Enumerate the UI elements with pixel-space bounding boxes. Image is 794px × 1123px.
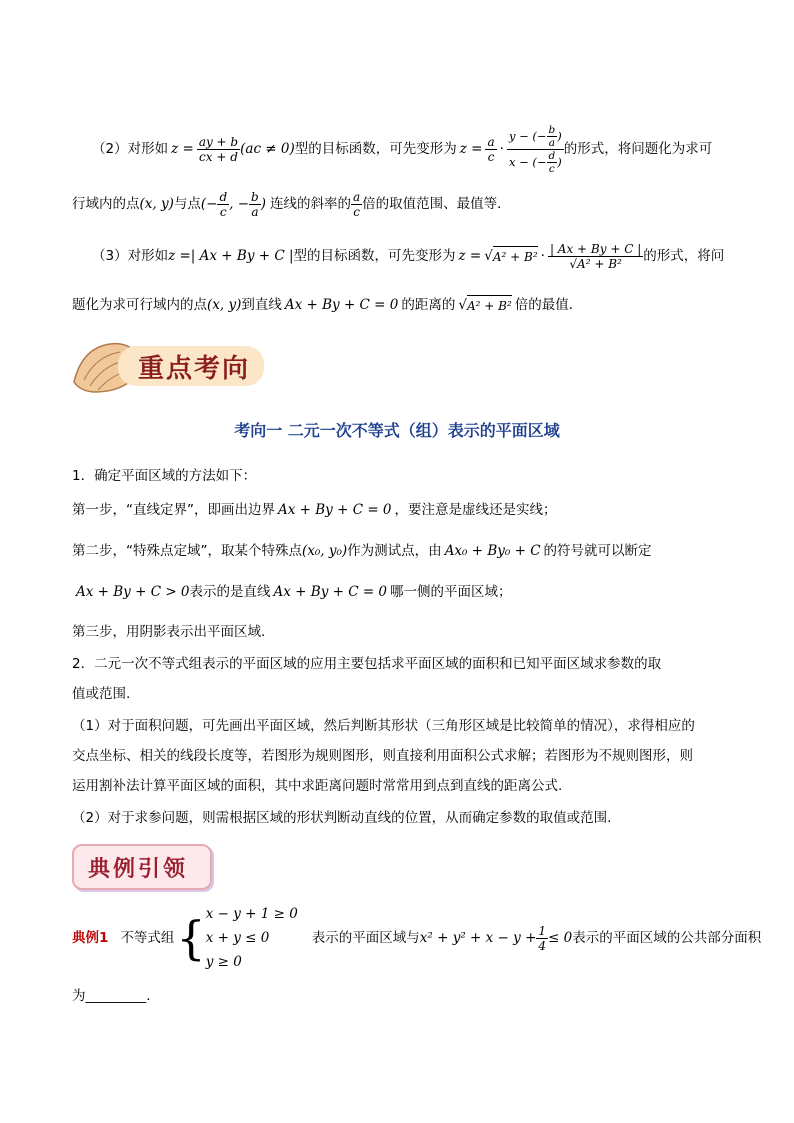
para2-z-eq2: z =: [459, 141, 483, 157]
example-frac-den: 4: [538, 938, 547, 953]
example-ineq-a: x² + y² + x − y +: [419, 930, 537, 946]
p1-line2: 交点坐标、相关的线段长度等，若图形为规则图形，则直接利用面积公式求解；若图形为不规则图形，则: [72, 748, 693, 764]
step2-c: 的符号就可以断定: [543, 543, 652, 559]
step2-line2-eq2: Ax + By + C = 0: [273, 584, 388, 600]
big-den-suffix: ): [557, 155, 562, 169]
example-frac-num: 1: [538, 923, 547, 938]
para2-line2-c: 连线的斜率的: [270, 196, 352, 212]
para3-frac: [548, 242, 643, 271]
para2-pt2-close: ): [260, 196, 267, 212]
step2-line2: [76, 582, 512, 602]
system-row-3: y ≥ 0: [205, 954, 242, 970]
para2-point1: (x, y): [139, 196, 174, 212]
para3-line2: [72, 294, 582, 316]
example-badge: [72, 844, 212, 890]
step2: [72, 541, 652, 561]
example-mid: 表示的平面区域与: [311, 930, 420, 946]
example-intro: 不等式组: [120, 930, 175, 946]
big-den-prefix: x − (−: [508, 155, 547, 169]
big-frac-numerator: [507, 124, 564, 150]
answer-blank[interactable]: _________: [85, 988, 147, 1004]
para2-line2-d: 倍的取值范围、最值等．: [362, 196, 511, 212]
big-num-prefix: y − (−: [508, 129, 547, 143]
step3: 第三步，用阴影表示出平面区域.: [72, 624, 266, 640]
step2-b: 作为测试点，由: [347, 543, 442, 559]
para2-pt2-frac2: [249, 190, 261, 219]
para3-frac-den-radicand: A² + B²: [577, 256, 622, 271]
para3-line2-b: 到直线: [241, 297, 282, 313]
step2-a: 第二步，“特殊点定域”，取某个特殊点: [72, 543, 302, 559]
example-end: .: [146, 988, 151, 1004]
example-label: 典例1: [72, 930, 109, 946]
para3-line1: （3）对形如 z =| Ax + By + C | 型的目标函数，可先变形为 z = √ A² + B² · $\frac{| Ax + By + C |}{\text{√A² + B²}}$ 的形式，将问: [92, 241, 725, 271]
para3-tail: 的形式，将问: [643, 248, 725, 264]
example-frac: [536, 924, 548, 953]
para2-pt2-open: (−: [200, 196, 218, 212]
pt2-f1-den: c: [219, 204, 227, 219]
step1-eq: Ax + By + C = 0: [278, 502, 392, 518]
example1: [72, 900, 761, 976]
para3-mid: 型的目标函数，可先变形为: [293, 248, 456, 264]
key-direction-badge: [70, 334, 270, 396]
big-num-suffix: ): [557, 129, 562, 143]
para2-frac-a-c: [485, 135, 496, 164]
badge2-text: 典例引领: [88, 856, 189, 882]
p1-line1: （1）对于面积问题，可先画出平面区域，然后判断其形状（三角形区域是比较简单的情况），求得相应的: [72, 718, 695, 734]
badge1-text: 重点考向: [138, 354, 251, 384]
para3-frac-num: | Ax + By + C |: [549, 241, 642, 256]
pt2-f2-num: b: [251, 189, 259, 204]
inner-den-a: a: [548, 136, 556, 149]
para2-label: （2）对形如: [92, 141, 169, 157]
big-num-inner-frac: [547, 124, 558, 149]
system-row-1: x − y + 1 ≥ 0: [205, 906, 298, 922]
step1-a: 第一步，“直线定界”，即画出边界: [72, 502, 275, 518]
sqrt1-radicand: A² + B²: [493, 246, 538, 267]
example-tail: 表示的平面区域的公共部分面积: [572, 930, 762, 946]
para2-line2-a: 行域内的点: [72, 196, 140, 212]
para3-point: (x, y): [207, 297, 242, 313]
step2-eq: Ax₀ + By₀ + C: [444, 543, 541, 559]
para3-line2-a: 题化为求可行域内的点: [72, 297, 207, 313]
para3-line-eq: Ax + By + C = 0: [284, 297, 399, 313]
para2-tail: 的形式，将问题化为求可: [563, 141, 713, 157]
pt2-f1-num: d: [219, 189, 228, 204]
step2-point: (x₀, y₀): [302, 543, 348, 559]
para3-label: （3）对形如: [92, 248, 169, 264]
frac1-numerator: ay + b: [198, 134, 239, 149]
step1: [72, 500, 557, 520]
para2-ratio: [351, 190, 362, 219]
s1-title: 1．确定平面区域的方法如下：: [72, 468, 257, 484]
step2-line2-eq1: Ax + By + C > 0: [76, 584, 190, 600]
frac-a-denominator: c: [487, 149, 495, 164]
para2-line2: [72, 186, 511, 222]
inequality-system: [206, 902, 298, 974]
example1-line2: [72, 986, 151, 1006]
para2-pt2-sep: , −: [229, 196, 250, 212]
big-frac-denominator: [507, 150, 564, 175]
s2-line2: 值或范围.: [72, 686, 131, 702]
para3-sqrt1: √ A² + B²: [484, 246, 537, 267]
para3-expr2-pre: z =: [458, 248, 482, 264]
inner-num-d: d: [548, 149, 556, 162]
para2-mid: 型的目标函数，可先变形为: [294, 141, 457, 157]
pt2-f2-den: a: [251, 204, 259, 219]
example-ineq-b: ≤ 0: [548, 930, 573, 946]
sqrt2-radicand: A² + B²: [467, 295, 512, 316]
para2-cond: (ac ≠ 0): [240, 141, 295, 157]
para2-big-frac: [507, 124, 564, 175]
ratio-num: a: [353, 189, 361, 204]
s2-line1: 2．二元一次不等式组表示的平面区域的应用主要包括求平面区域的面积和已知平面区域求参数的取: [72, 656, 662, 672]
ratio-den: c: [353, 204, 360, 219]
frac1-denominator: cx + d: [199, 149, 238, 164]
section-title: 考向一 二元一次不等式（组）表示的平面区域: [234, 421, 560, 440]
para2-frac1: [197, 135, 240, 164]
inner-den-c: c: [548, 162, 555, 175]
para2-pt2-frac1: [217, 190, 229, 219]
para3-frac-den: √A² + B²: [569, 256, 622, 271]
example-line2: 为: [72, 988, 86, 1004]
frac-a-numerator: a: [487, 134, 495, 149]
para3-line2-d: 倍的最值．: [514, 297, 583, 313]
para2-line2-b: 与点: [173, 196, 201, 212]
step2-line2-b: 哪一侧的平面区域；: [390, 584, 512, 600]
inner-num-b: b: [548, 123, 556, 136]
step1-b: ，要注意是虚线还是实线；: [394, 502, 557, 518]
para3-expr1: z =| Ax + By + C |: [168, 248, 294, 264]
system-brace: {: [176, 911, 206, 965]
big-den-inner-frac: [547, 150, 558, 175]
p2-line1: （2）对于求参问题，则需根据区域的形状判断动直线的位置，从而确定参数的取值或范围.: [72, 810, 612, 826]
step2-line2-a: 表示的是直线: [189, 584, 271, 600]
para2-line1: （2）对形如 z = $\frac{ay + b}{cx + d}$ (ac ≠ 0) 型的目标函数，可先变形为 z = $\frac{a}{c}$ · y − (− $\frac{b}{a}$ ) x − (− $\frac{d}{c}$ ) 的形式，将问题化为求可: [92, 123, 713, 175]
para2-z-eq: z =: [171, 141, 194, 157]
para3-line2-c: 的距离的: [401, 297, 456, 313]
p1-line3: 运用割补法计算平面区域的面积，其中求距离问题时常常用到点到直线的距离公式.: [72, 778, 563, 794]
para3-sqrt2: √ A² + B²: [458, 295, 511, 316]
system-row-2: x + y ≤ 0: [205, 930, 270, 946]
